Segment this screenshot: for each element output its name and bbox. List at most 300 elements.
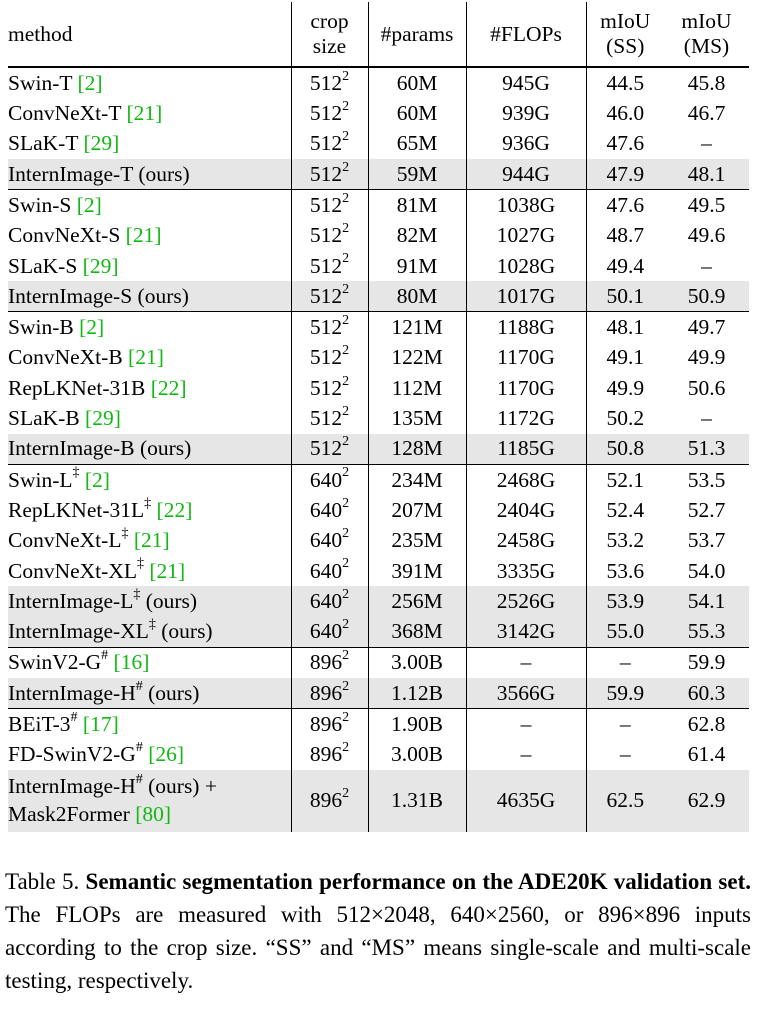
flops-cell: – [466, 709, 586, 740]
method-cell [8, 312, 291, 343]
crop-exponent: 2 [342, 616, 350, 632]
method-name: InternImage-S [8, 283, 133, 308]
miou-ms-cell: 53.5 [687, 467, 726, 492]
citation-number: 21 [132, 223, 155, 248]
crop-exponent: 2 [342, 221, 350, 237]
table-row [8, 586, 749, 616]
method-name: ConvNeXt-B [8, 345, 123, 370]
miou-ms-cell: 62.8 [687, 712, 726, 737]
method-cell [8, 434, 291, 465]
flops-cell: 1170G [466, 373, 586, 403]
header-ss-line2: (SS) [606, 34, 645, 58]
citation-link[interactable]: [22] [156, 497, 193, 522]
method-tail: (ours) [145, 588, 198, 613]
flops-cell: 1188G [466, 312, 586, 343]
method-cell [8, 464, 291, 495]
flops-cell: 3566G [466, 678, 586, 709]
table-row [8, 403, 749, 433]
method-cell [8, 129, 291, 159]
table-row [8, 616, 749, 647]
miou-ss-cell: 49.9 [586, 373, 664, 403]
method-tail: (ours) [138, 161, 190, 186]
citation-number: 22 [157, 375, 180, 400]
miou-ms-cell: 62.9 [664, 770, 749, 832]
miou-ms-cell: 53.7 [687, 528, 726, 553]
citation-number: 29 [92, 406, 114, 431]
flops-cell: 939G [466, 98, 586, 128]
method-marker: ‡ [121, 526, 129, 542]
crop-cell [291, 312, 368, 343]
citation-number: 16 [120, 650, 143, 675]
method-name: RepLKNet-31B [8, 375, 146, 400]
crop-base: 896 [309, 788, 343, 813]
crop-cell [291, 67, 368, 98]
crop-base: 512 [309, 192, 343, 217]
miou-ms-cell: 49.9 [687, 345, 726, 370]
table-row [8, 495, 749, 525]
miou-ms-cell: 49.5 [687, 192, 726, 217]
params-cell: 60M [368, 98, 466, 128]
params-cell: 256M [368, 586, 466, 616]
header-miou-ss [586, 2, 664, 67]
method-name: SLaK-S [8, 253, 78, 278]
method-cell [8, 98, 291, 128]
miou-ss-cell: 50.1 [586, 281, 664, 312]
citation-number: 2 [83, 192, 95, 217]
method-cell [8, 343, 291, 373]
crop-base: 896 [309, 680, 343, 705]
method-cell [8, 770, 291, 832]
crop-base: 640 [309, 528, 343, 553]
miou-ms-cell: 54.0 [687, 558, 726, 583]
crop-cell [291, 647, 368, 678]
method-marker: ‡ [148, 616, 156, 632]
params-cell: 391M [368, 556, 466, 586]
crop-exponent: 2 [342, 648, 350, 664]
crop-base: 512 [309, 131, 343, 156]
citation-link[interactable]: [16] [113, 650, 150, 675]
method-name: Swin-S [8, 192, 72, 217]
citation-number: 2 [84, 70, 96, 95]
method-name: ConvNeXt-L [8, 528, 122, 553]
method-cell [8, 616, 291, 647]
citation-number: 21 [141, 528, 163, 553]
table-row [8, 281, 749, 312]
crop-exponent: 2 [342, 678, 350, 694]
crop-exponent: 2 [342, 586, 350, 602]
method-marker: # [101, 648, 109, 664]
miou-ss-cell: 50.8 [586, 434, 664, 465]
header-crop-line2: size [312, 34, 347, 58]
miou-ss-cell: 47.9 [586, 159, 664, 190]
crop-base: 512 [309, 253, 343, 278]
crop-exponent: 2 [342, 403, 350, 419]
method-cell [8, 403, 291, 433]
method-marker: ‡ [133, 586, 141, 602]
method-cell [8, 525, 291, 555]
miou-ss-cell: 55.0 [586, 616, 664, 647]
method-cell [8, 373, 291, 403]
method-tail: (ours) [148, 680, 200, 705]
miou-ms-cell: 60.3 [664, 678, 749, 709]
params-cell: 81M [368, 190, 466, 221]
crop-base: 512 [309, 436, 343, 461]
params-cell: 121M [368, 312, 466, 343]
method-name: SwinV2-G [8, 650, 102, 675]
citation-number: 22 [163, 497, 186, 522]
header-ms-line2: (MS) [683, 34, 730, 58]
table-row [8, 312, 749, 343]
crop-base: 640 [309, 619, 343, 644]
method-cell [8, 190, 291, 221]
crop-base: 896 [309, 712, 343, 737]
header-miou-ms [664, 2, 749, 67]
method-cell [8, 495, 291, 525]
flops-cell: 2458G [466, 525, 586, 555]
method-name: InternImage-B [8, 436, 135, 461]
crop-cell [291, 343, 368, 373]
miou-ss-cell: 53.2 [586, 525, 664, 555]
crop-base: 512 [309, 375, 343, 400]
table-row [8, 647, 749, 678]
method-name: InternImage-H [8, 680, 136, 705]
params-cell: 368M [368, 616, 466, 647]
method-name: RepLKNet-31L [8, 497, 145, 522]
citation-link[interactable]: [21] [133, 528, 170, 553]
table-row [8, 464, 749, 495]
header-ss-line1: mIoU [600, 9, 651, 34]
miou-ss-cell: 48.7 [586, 220, 664, 250]
crop-cell [291, 281, 368, 312]
params-cell: 135M [368, 403, 466, 433]
table-row [8, 373, 749, 403]
header-method: method [8, 2, 291, 67]
crop-base: 512 [309, 70, 343, 95]
flops-cell: 2468G [466, 464, 586, 495]
crop-exponent: 2 [342, 190, 350, 206]
citation-number: 80 [142, 801, 164, 826]
crop-cell [291, 616, 368, 647]
miou-ms-cell: 61.4 [687, 742, 726, 767]
citation-number: 29 [90, 131, 113, 156]
method-cell [8, 251, 291, 281]
flops-cell: 1185G [466, 434, 586, 465]
method-name: ConvNeXt-S [8, 223, 121, 248]
citation-link[interactable]: [26] [148, 742, 185, 767]
header-ms-line1: mIoU [681, 9, 732, 34]
params-cell: 82M [368, 220, 466, 250]
citation-number: 2 [92, 467, 103, 492]
citation-link[interactable]: [2] [76, 192, 102, 217]
miou-ms-cell: 46.7 [687, 101, 726, 126]
crop-cell [291, 373, 368, 403]
miou-ms-cell: 49.6 [687, 223, 726, 248]
miou-ms-cell: 52.7 [687, 497, 726, 522]
crop-exponent: 2 [342, 313, 350, 328]
crop-base: 512 [309, 101, 343, 126]
params-cell: 234M [368, 464, 466, 495]
method-name: InternImage-L [8, 588, 134, 613]
crop-exponent: 2 [342, 434, 350, 450]
crop-exponent: 2 [342, 281, 350, 297]
miou-ss-cell: 47.6 [586, 129, 664, 159]
crop-base: 512 [309, 283, 343, 308]
method-cell [8, 678, 291, 709]
params-cell: 122M [368, 343, 466, 373]
citation-link[interactable]: [29] [83, 131, 120, 156]
crop-exponent: 2 [342, 373, 350, 389]
flops-cell: 2404G [466, 495, 586, 525]
miou-ms-cell: 51.3 [664, 434, 749, 465]
miou-ms-cell: 50.6 [687, 375, 726, 400]
crop-base: 512 [309, 223, 343, 248]
crop-exponent: 2 [342, 465, 350, 481]
params-cell: 65M [368, 129, 466, 159]
crop-cell [291, 190, 368, 221]
flops-cell: 1017G [466, 281, 586, 312]
params-cell: 59M [368, 159, 466, 190]
table-row [8, 220, 749, 250]
method-marker: ‡ [136, 556, 144, 572]
crop-exponent: 2 [342, 343, 350, 359]
table-caption [5, 865, 751, 997]
miou-ms-cell: 55.3 [664, 616, 749, 647]
crop-base: 896 [309, 742, 343, 767]
method-cell [8, 647, 291, 678]
miou-ss-cell: – [586, 709, 664, 740]
miou-ss-cell: 44.5 [586, 67, 664, 98]
miou-ms-cell: – [701, 131, 712, 156]
miou-ss-cell: 49.4 [586, 251, 664, 281]
crop-base: 512 [309, 345, 343, 370]
miou-ss-cell: 48.1 [586, 312, 664, 343]
crop-base: 896 [309, 650, 343, 675]
method-cell [8, 740, 291, 770]
method-marker: # [135, 772, 143, 788]
crop-cell [291, 403, 368, 433]
table-row [8, 343, 749, 373]
method-name: SLaK-B [8, 406, 80, 431]
miou-ms-cell: 54.1 [664, 586, 749, 616]
method-marker: ‡ [144, 495, 152, 511]
method-tail: (ours) [137, 283, 189, 308]
header-params: #params [368, 2, 466, 67]
crop-exponent: 2 [342, 556, 350, 572]
flops-cell: 1038G [466, 190, 586, 221]
crop-base: 640 [309, 467, 343, 492]
flops-cell: 4635G [466, 770, 586, 832]
crop-exponent: 2 [342, 786, 350, 802]
crop-cell [291, 251, 368, 281]
crop-cell [291, 220, 368, 250]
crop-cell [291, 709, 368, 740]
table-row [8, 251, 749, 281]
miou-ms-cell: 59.9 [687, 650, 726, 675]
params-cell: 3.00B [368, 647, 466, 678]
method-marker: # [135, 678, 143, 694]
crop-cell [291, 434, 368, 465]
method-name: Swin-L [8, 467, 73, 492]
flops-cell: 1172G [466, 403, 586, 433]
crop-base: 640 [309, 497, 343, 522]
table-row [8, 556, 749, 586]
method-name: Swin-T [8, 70, 73, 95]
method-cell [8, 556, 291, 586]
params-cell: 112M [368, 373, 466, 403]
params-cell: 1.12B [368, 678, 466, 709]
flops-cell: 944G [466, 159, 586, 190]
miou-ss-cell: 53.9 [586, 586, 664, 616]
params-cell: 1.31B [368, 770, 466, 832]
crop-cell [291, 464, 368, 495]
flops-cell: 1027G [466, 220, 586, 250]
crop-exponent: 2 [342, 129, 350, 145]
flops-cell: 945G [466, 67, 586, 98]
citation-link[interactable]: [21] [149, 558, 186, 583]
miou-ss-cell: 47.6 [586, 190, 664, 221]
miou-ms-cell: 49.7 [687, 315, 726, 340]
miou-ss-cell: – [586, 647, 664, 678]
crop-exponent: 2 [342, 740, 350, 756]
table-row [8, 159, 749, 190]
crop-exponent: 2 [342, 159, 350, 175]
method-name: ConvNeXt-T [8, 101, 122, 126]
method-cell [8, 709, 291, 740]
method-marker: # [70, 709, 78, 725]
method-tail: (ours) [161, 619, 213, 644]
method-name: BEiT-3 [8, 712, 71, 737]
flops-cell: 1170G [466, 343, 586, 373]
params-cell: 207M [368, 495, 466, 525]
method-name: Swin-B [8, 315, 74, 340]
miou-ss-cell: 50.2 [586, 403, 664, 433]
method-cell [8, 67, 291, 98]
citation-number: 21 [135, 345, 157, 370]
citation-number: 29 [89, 253, 112, 278]
params-cell: 1.90B [368, 709, 466, 740]
citation-link[interactable]: [2] [77, 70, 103, 95]
method-name: SLaK-T [8, 131, 79, 156]
crop-exponent: 2 [342, 526, 350, 542]
citation-link[interactable]: [29] [85, 406, 121, 431]
miou-ss-cell: 52.1 [586, 464, 664, 495]
table-row [8, 67, 749, 98]
table-row [8, 709, 749, 740]
miou-ss-cell: 46.0 [586, 98, 664, 128]
crop-cell [291, 495, 368, 525]
citation-number: 21 [133, 101, 156, 126]
table-row [8, 434, 749, 465]
crop-cell [291, 770, 368, 832]
miou-ms-cell: – [701, 253, 712, 278]
miou-ms-cell: 50.9 [664, 281, 749, 312]
crop-exponent: 2 [342, 251, 350, 267]
method-cell [8, 586, 291, 616]
flops-cell: 3142G [466, 616, 586, 647]
citation-number: 17 [90, 712, 112, 737]
params-cell: 128M [368, 434, 466, 465]
table-header-row [8, 2, 749, 67]
method-name: ConvNeXt-XL [8, 558, 137, 583]
miou-ms-cell: – [701, 406, 712, 431]
params-cell: 80M [368, 281, 466, 312]
method-tail: (ours) + [148, 774, 217, 799]
crop-exponent: 2 [342, 495, 350, 511]
header-crop-size [291, 2, 368, 67]
citation-link[interactable]: [2] [79, 315, 105, 340]
method-marker: # [135, 740, 143, 756]
caption-text: The FLOPs are measured with 512×2048, 640×2560, or 896×896 inputs according to the crop size. “SS” and “MS” means single-scale and multi-scale testing, respectively. [5, 902, 751, 993]
citation-number: 2 [86, 315, 98, 340]
method-marker: ‡ [72, 465, 80, 481]
crop-cell [291, 525, 368, 555]
crop-cell [291, 556, 368, 586]
citation-link[interactable]: [17] [82, 712, 119, 737]
crop-exponent: 2 [342, 98, 350, 114]
flops-cell: 2526G [466, 586, 586, 616]
crop-base: 512 [309, 161, 343, 186]
crop-base: 512 [309, 315, 343, 340]
method-name: FD-SwinV2-G [8, 742, 136, 767]
header-crop-line1: crop [310, 9, 349, 34]
params-cell: 3.00B [368, 740, 466, 770]
citation-link[interactable]: [21] [126, 101, 163, 126]
crop-base: 640 [309, 588, 343, 613]
citation-link[interactable]: [29] [82, 253, 119, 278]
table-row [8, 129, 749, 159]
method-name: InternImage-T [8, 161, 133, 186]
miou-ss-cell: 53.6 [586, 556, 664, 586]
miou-ms-cell: 45.8 [687, 70, 726, 95]
miou-ss-cell: 49.1 [586, 343, 664, 373]
citation-link[interactable]: [80] [135, 801, 172, 826]
caption-label: Table 5. [5, 869, 80, 894]
params-cell: 60M [368, 67, 466, 98]
flops-cell: 3335G [466, 556, 586, 586]
citation-link[interactable]: [2] [84, 467, 110, 492]
crop-cell [291, 98, 368, 128]
results-table [8, 2, 749, 832]
crop-exponent: 2 [342, 709, 350, 725]
table-row [8, 740, 749, 770]
citation-link[interactable]: [22] [150, 375, 187, 400]
table-body [8, 67, 749, 832]
params-cell: 235M [368, 525, 466, 555]
crop-cell [291, 159, 368, 190]
method-tail: (ours) [139, 436, 192, 461]
crop-cell [291, 586, 368, 616]
table-row [8, 190, 749, 221]
citation-link[interactable]: [21] [125, 223, 162, 248]
table-row [8, 525, 749, 555]
flops-cell: – [466, 740, 586, 770]
citation-link[interactable]: [21] [128, 345, 164, 370]
table-row [8, 98, 749, 128]
method-name: InternImage-H [8, 774, 136, 799]
citation-number: 21 [156, 558, 179, 583]
crop-cell [291, 740, 368, 770]
crop-base: 640 [309, 558, 343, 583]
flops-cell: – [466, 647, 586, 678]
miou-ss-cell: 62.5 [586, 770, 664, 832]
header-flops: #FLOPs [466, 2, 586, 67]
crop-base: 512 [309, 406, 343, 431]
method-cell [8, 220, 291, 250]
caption-title: Semantic segmentation performance on the ADE20K validation set. [85, 869, 751, 894]
params-cell: 91M [368, 251, 466, 281]
crop-exponent: 2 [342, 68, 350, 84]
crop-cell [291, 129, 368, 159]
